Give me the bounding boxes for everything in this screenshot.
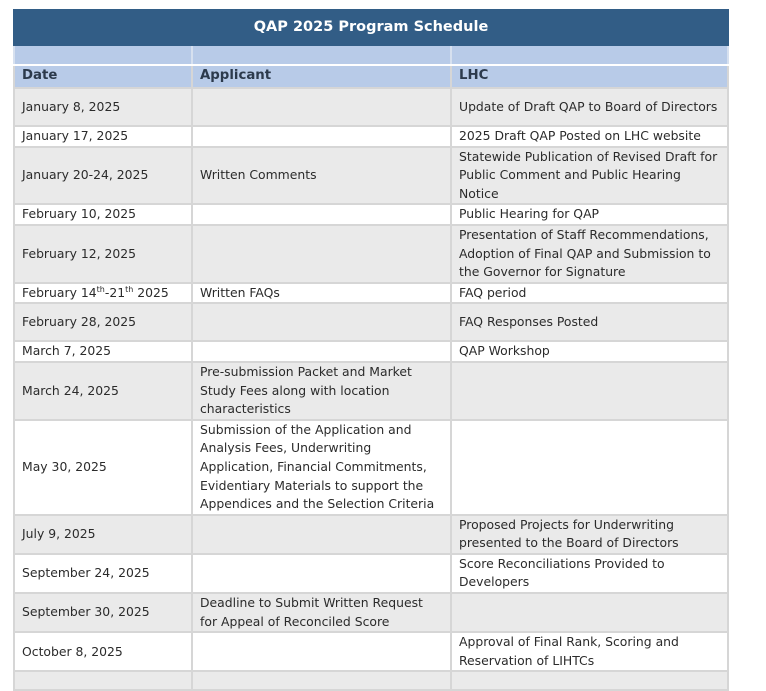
lhc-cell: Statewide Publication of Revised Draft for Public Comment and Public Hearing Notice [451,147,728,205]
applicant-cell [192,554,451,593]
table-row [14,420,728,515]
date-cell: September 30, 2025 [14,593,192,632]
date-cell: March 7, 2025 [14,341,192,362]
table-row [14,554,728,593]
program-schedule-table [13,9,729,691]
applicant-cell: Written Comments [192,147,451,205]
date-cell: January 8, 2025 [14,88,192,126]
lhc-cell: Approval of Final Rank, Scoring and Reservation of LIHTCs [451,632,728,671]
applicant-cell [192,632,451,671]
header-spacer-row [14,45,728,65]
applicant-cell [192,88,451,126]
date-cell: February 12, 2025 [14,225,192,283]
date-ordinal: th [125,284,134,294]
lhc-cell [451,420,728,515]
date-text: 2025 [133,284,169,300]
table-row [14,204,728,225]
lhc-cell: FAQ period [451,283,728,304]
table-row [14,593,728,632]
date-cell: July 9, 2025 [14,515,192,554]
applicant-cell: Written FAQs [192,283,451,304]
date-cell [14,671,192,690]
lhc-cell: Score Reconciliations Provided to Developers [451,554,728,593]
lhc-cell: Proposed Projects for Underwriting presented to the Board of Directors [451,515,728,554]
date-cell: January 17, 2025 [14,126,192,147]
table-row [14,225,728,283]
applicant-cell [192,204,451,225]
applicant-cell [192,341,451,362]
lhc-cell: QAP Workshop [451,341,728,362]
applicant-cell: Deadline to Submit Written Request for Appeal of Reconciled Score [192,593,451,632]
table-row [14,671,728,690]
table-row [14,632,728,671]
date-cell [14,283,192,304]
date-ordinal: th [96,284,105,294]
lhc-cell: 2025 Draft QAP Posted on LHC website [451,126,728,147]
applicant-cell [192,515,451,554]
table-row [14,515,728,554]
date-cell: March 24, 2025 [14,362,192,420]
table-row [14,341,728,362]
lhc-cell [451,593,728,632]
date-text: February 14 [22,284,97,300]
lhc-cell [451,671,728,690]
applicant-cell [192,126,451,147]
lhc-cell [451,362,728,420]
date-cell: February 28, 2025 [14,303,192,341]
lhc-cell: Public Hearing for QAP [451,204,728,225]
applicant-cell [192,225,451,283]
column-header-lhc: LHC [451,65,728,88]
applicant-cell: Pre-submission Packet and Market Study Fees along with location characteristics [192,362,451,420]
date-cell: January 20-24, 2025 [14,147,192,205]
lhc-cell: FAQ Responses Posted [451,303,728,341]
applicant-cell [192,671,451,690]
header-spacer-cell [192,45,451,65]
applicant-cell: Submission of the Application and Analysis Fees, Underwriting Application, Financial Commitments, Evidentiary Materials to support the Appendices and the Selection Criteria [192,420,451,515]
date-cell: October 8, 2025 [14,632,192,671]
column-header-applicant: Applicant [192,65,451,88]
column-header-row [14,65,728,88]
date-cell: May 30, 2025 [14,420,192,515]
applicant-cell [192,303,451,341]
lhc-cell: Update of Draft QAP to Board of Directors [451,88,728,126]
table-row [14,88,728,126]
table-row [14,362,728,420]
lhc-cell: Presentation of Staff Recommendations, Adoption of Final QAP and Submission to the Governor for Signature [451,225,728,283]
date-text: -21 [104,284,126,300]
date-cell: September 24, 2025 [14,554,192,593]
table-row [14,126,728,147]
table-row [14,283,728,304]
table-row [14,303,728,341]
column-header-date: Date [14,65,192,88]
title-row [14,10,728,45]
header-spacer-cell [14,45,192,65]
date-cell: February 10, 2025 [14,204,192,225]
table-row [14,147,728,205]
table-title: QAP 2025 Program Schedule [14,10,728,45]
header-spacer-cell [451,45,728,65]
